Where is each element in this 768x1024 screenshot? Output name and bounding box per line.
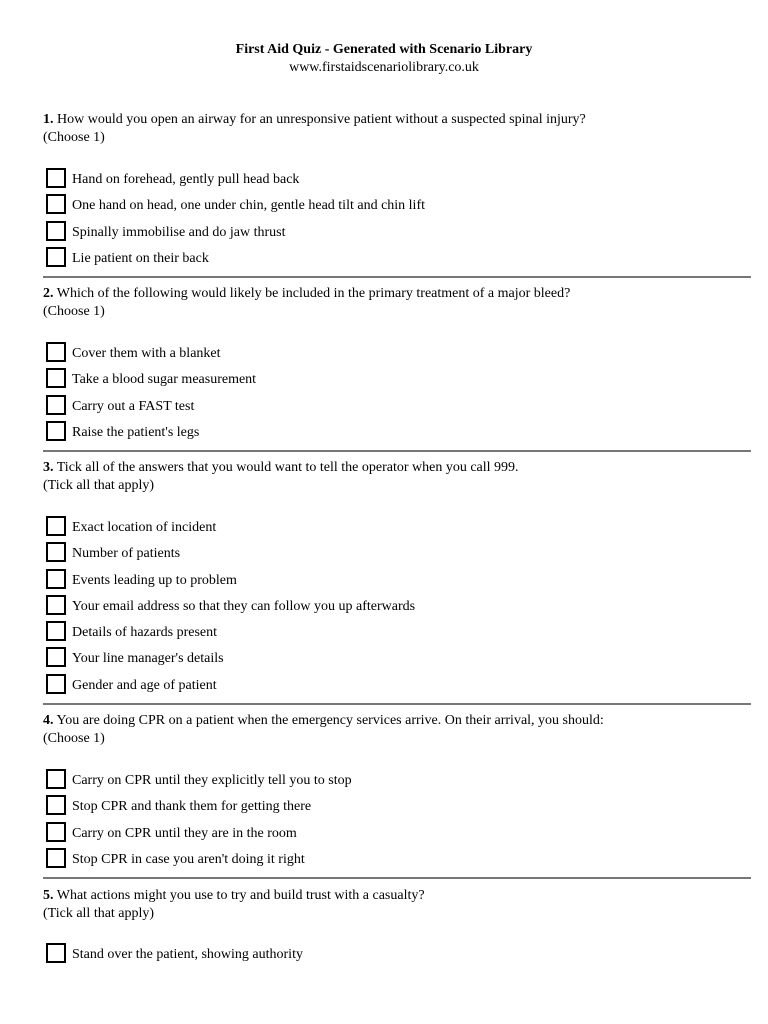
checkbox[interactable] — [46, 674, 66, 694]
checkbox[interactable] — [46, 368, 66, 388]
website-url: www.firstaidscenariolibrary.co.uk — [289, 60, 479, 75]
question-number: 3. — [43, 460, 54, 475]
question-instruction: (Choose 1) — [43, 130, 105, 145]
option-label: Take a blood sugar measurement — [72, 372, 257, 388]
question-text — [43, 459, 748, 477]
checkbox[interactable] — [46, 621, 66, 641]
checkbox[interactable] — [46, 647, 66, 667]
option-label: Raise the patient's legs — [72, 424, 200, 440]
option-label: Details of hazards present — [72, 625, 217, 641]
question-4 — [43, 712, 748, 748]
question-prompt: Tick all of the answers that you would want to tell the operator when you call 999. — [53, 460, 519, 475]
checkbox[interactable] — [46, 943, 66, 963]
checkbox[interactable] — [46, 569, 66, 589]
checkbox[interactable] — [46, 822, 66, 842]
option-label: Number of patients — [72, 546, 181, 562]
question-number: 5. — [43, 888, 54, 903]
question-text — [43, 887, 748, 905]
question-number: 1. — [43, 112, 54, 127]
question-2 — [43, 285, 748, 321]
question-3 — [43, 459, 748, 495]
option-label: Your line manager's details — [72, 651, 224, 667]
checkbox[interactable] — [46, 194, 66, 214]
question-text — [43, 285, 748, 303]
option-label: Lie patient on their back — [72, 250, 209, 266]
option-label: Events leading up to problem — [72, 572, 237, 588]
option-label: Hand on forehead, gently pull head back — [72, 172, 300, 187]
checkbox[interactable] — [46, 595, 66, 615]
checkbox[interactable] — [46, 342, 66, 362]
checkbox[interactable] — [46, 421, 66, 441]
checkbox[interactable] — [46, 168, 66, 188]
option-label: Stand over the patient, showing authority — [72, 947, 303, 962]
checkbox[interactable] — [46, 221, 66, 241]
divider — [43, 877, 751, 879]
question-5 — [43, 887, 748, 923]
option-label: Gender and age of patient — [72, 677, 217, 693]
quiz-title: First Aid Quiz - Generated with Scenario Library — [235, 42, 533, 57]
checkbox[interactable] — [46, 247, 66, 267]
question-text — [43, 712, 748, 730]
question-prompt: What actions might you use to try and build trust with a casualty? — [53, 888, 425, 903]
question-prompt: How would you open an airway for an unresponsive patient without a suspected spinal injury? — [53, 112, 586, 127]
question-instruction: (Tick all that apply) — [43, 906, 155, 921]
option-label: Your email address so that they can follow you up afterwards — [72, 598, 416, 614]
question-number: 4. — [43, 713, 54, 728]
checkbox[interactable] — [46, 516, 66, 536]
question-text — [43, 111, 748, 129]
quiz-header — [0, 41, 768, 76]
question-instruction: (Choose 1) — [43, 731, 105, 746]
option-label: Spinally immobilise and do jaw thrust — [72, 224, 286, 240]
option-label: Carry out a FAST test — [72, 398, 195, 414]
question-number: 2. — [43, 286, 54, 301]
checkbox[interactable] — [46, 769, 66, 789]
divider — [43, 276, 751, 278]
checkbox[interactable] — [46, 395, 66, 415]
option-label: Stop CPR in case you aren't doing it right — [72, 851, 305, 867]
question-instruction: (Choose 1) — [43, 304, 105, 319]
question-prompt: Which of the following would likely be included in the primary treatment of a major bleed? — [53, 286, 571, 301]
question-prompt: You are doing CPR on a patient when the emergency services arrive. On their arrival, you should: — [53, 713, 604, 728]
option-label: Stop CPR and thank them for getting there — [72, 799, 312, 815]
option-label: Exact location of incident — [72, 520, 217, 535]
checkbox[interactable] — [46, 848, 66, 868]
option-label: Cover them with a blanket — [72, 346, 221, 361]
checkbox[interactable] — [46, 542, 66, 562]
option-label: Carry on CPR until they are in the room — [72, 825, 297, 841]
divider — [43, 450, 751, 452]
question-instruction: (Tick all that apply) — [43, 478, 155, 493]
divider — [43, 703, 751, 705]
option-label: Carry on CPR until they explicitly tell you to stop — [72, 773, 352, 788]
option-label: One hand on head, one under chin, gentle head tilt and chin lift — [72, 198, 426, 214]
checkbox[interactable] — [46, 795, 66, 815]
question-1 — [43, 111, 748, 147]
